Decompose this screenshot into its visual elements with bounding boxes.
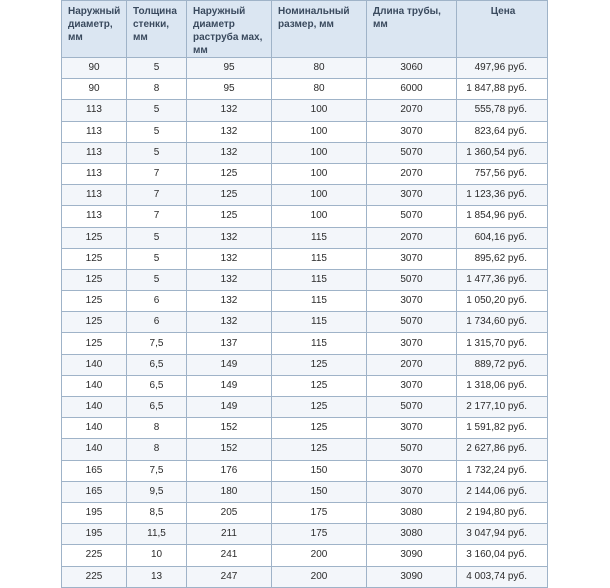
cell-outer-diameter: 140 (62, 375, 127, 396)
cell-price: 1 591,82 руб. (457, 418, 548, 439)
cell-pipe-length: 2070 (367, 354, 457, 375)
cell-wall-thickness: 11,5 (127, 524, 187, 545)
cell-socket-diameter: 132 (187, 142, 272, 163)
cell-price: 1 732,24 руб. (457, 460, 548, 481)
cell-pipe-length: 3080 (367, 524, 457, 545)
table-row (62, 206, 548, 227)
cell-wall-thickness: 8 (127, 439, 187, 460)
cell-nominal-size: 115 (272, 227, 367, 248)
table-row (62, 545, 548, 566)
cell-price: 1 123,36 руб. (457, 185, 548, 206)
cell-wall-thickness: 5 (127, 142, 187, 163)
header-outer-diameter: Наружный диаметр, мм (62, 1, 127, 58)
cell-nominal-size: 100 (272, 121, 367, 142)
cell-pipe-length: 5070 (367, 206, 457, 227)
table-row (62, 185, 548, 206)
cell-nominal-size: 115 (272, 291, 367, 312)
cell-outer-diameter: 113 (62, 163, 127, 184)
cell-nominal-size: 200 (272, 566, 367, 587)
cell-wall-thickness: 7,5 (127, 460, 187, 481)
cell-price: 555,78 руб. (457, 100, 548, 121)
cell-socket-diameter: 241 (187, 545, 272, 566)
cell-socket-diameter: 125 (187, 163, 272, 184)
cell-wall-thickness: 13 (127, 566, 187, 587)
cell-socket-diameter: 132 (187, 100, 272, 121)
cell-outer-diameter: 113 (62, 121, 127, 142)
table-row (62, 439, 548, 460)
cell-outer-diameter: 140 (62, 418, 127, 439)
cell-outer-diameter: 125 (62, 227, 127, 248)
table-row (62, 354, 548, 375)
cell-price: 1 315,70 руб. (457, 333, 548, 354)
cell-nominal-size: 125 (272, 418, 367, 439)
cell-price: 1 477,36 руб. (457, 269, 548, 290)
price-table-container (61, 0, 547, 582)
cell-pipe-length: 3070 (367, 248, 457, 269)
table-row (62, 248, 548, 269)
cell-wall-thickness: 6,5 (127, 375, 187, 396)
cell-wall-thickness: 8 (127, 418, 187, 439)
cell-socket-diameter: 132 (187, 312, 272, 333)
cell-pipe-length: 5070 (367, 142, 457, 163)
table-row (62, 375, 548, 396)
cell-wall-thickness: 9,5 (127, 481, 187, 502)
cell-nominal-size: 150 (272, 481, 367, 502)
cell-nominal-size: 150 (272, 460, 367, 481)
cell-pipe-length: 3070 (367, 291, 457, 312)
cell-socket-diameter: 132 (187, 269, 272, 290)
cell-pipe-length: 3060 (367, 58, 457, 79)
cell-nominal-size: 115 (272, 333, 367, 354)
table-row (62, 502, 548, 523)
cell-nominal-size: 100 (272, 142, 367, 163)
cell-pipe-length: 5070 (367, 312, 457, 333)
table-row (62, 418, 548, 439)
cell-pipe-length: 3090 (367, 545, 457, 566)
table-header (62, 1, 548, 58)
cell-pipe-length: 5070 (367, 269, 457, 290)
cell-pipe-length: 2070 (367, 227, 457, 248)
table-row (62, 79, 548, 100)
cell-pipe-length: 3070 (367, 185, 457, 206)
table-row (62, 227, 548, 248)
cell-nominal-size: 175 (272, 502, 367, 523)
cell-wall-thickness: 6 (127, 291, 187, 312)
cell-socket-diameter: 152 (187, 418, 272, 439)
cell-wall-thickness: 5 (127, 227, 187, 248)
cell-pipe-length: 3090 (367, 566, 457, 587)
cell-socket-diameter: 95 (187, 58, 272, 79)
cell-wall-thickness: 7 (127, 163, 187, 184)
table-row (62, 312, 548, 333)
table-row (62, 460, 548, 481)
table-row (62, 291, 548, 312)
cell-nominal-size: 125 (272, 375, 367, 396)
cell-socket-diameter: 125 (187, 185, 272, 206)
cell-price: 1 847,88 руб. (457, 79, 548, 100)
cell-pipe-length: 3070 (367, 418, 457, 439)
cell-pipe-length: 6000 (367, 79, 457, 100)
header-price: Цена (457, 1, 548, 58)
cell-outer-diameter: 140 (62, 397, 127, 418)
cell-outer-diameter: 113 (62, 100, 127, 121)
cell-price: 1 360,54 руб. (457, 142, 548, 163)
cell-wall-thickness: 7 (127, 206, 187, 227)
cell-nominal-size: 100 (272, 185, 367, 206)
header-row (62, 1, 548, 58)
cell-pipe-length: 2070 (367, 100, 457, 121)
cell-socket-diameter: 205 (187, 502, 272, 523)
table-row (62, 163, 548, 184)
cell-socket-diameter: 152 (187, 439, 272, 460)
cell-nominal-size: 100 (272, 163, 367, 184)
cell-price: 604,16 руб. (457, 227, 548, 248)
cell-socket-diameter: 176 (187, 460, 272, 481)
cell-socket-diameter: 132 (187, 121, 272, 142)
pipe-price-table (61, 0, 548, 588)
cell-price: 889,72 руб. (457, 354, 548, 375)
table-row (62, 524, 548, 545)
cell-pipe-length: 2070 (367, 163, 457, 184)
cell-socket-diameter: 95 (187, 79, 272, 100)
table-row (62, 100, 548, 121)
cell-price: 757,56 руб. (457, 163, 548, 184)
cell-price: 4 003,74 руб. (457, 566, 548, 587)
cell-outer-diameter: 225 (62, 545, 127, 566)
cell-price: 823,64 руб. (457, 121, 548, 142)
cell-wall-thickness: 6,5 (127, 397, 187, 418)
cell-pipe-length: 5070 (367, 439, 457, 460)
cell-outer-diameter: 195 (62, 524, 127, 545)
table-row (62, 333, 548, 354)
cell-nominal-size: 115 (272, 248, 367, 269)
cell-outer-diameter: 90 (62, 58, 127, 79)
cell-socket-diameter: 149 (187, 397, 272, 418)
cell-outer-diameter: 140 (62, 354, 127, 375)
cell-outer-diameter: 90 (62, 79, 127, 100)
cell-socket-diameter: 125 (187, 206, 272, 227)
cell-pipe-length: 3070 (367, 121, 457, 142)
cell-pipe-length: 3080 (367, 502, 457, 523)
cell-price: 3 047,94 руб. (457, 524, 548, 545)
cell-outer-diameter: 113 (62, 142, 127, 163)
cell-pipe-length: 3070 (367, 333, 457, 354)
cell-outer-diameter: 125 (62, 312, 127, 333)
cell-socket-diameter: 132 (187, 227, 272, 248)
cell-socket-diameter: 180 (187, 481, 272, 502)
cell-wall-thickness: 8 (127, 79, 187, 100)
cell-price: 1 050,20 руб. (457, 291, 548, 312)
table-body (62, 58, 548, 588)
cell-socket-diameter: 132 (187, 291, 272, 312)
cell-price: 3 160,04 руб. (457, 545, 548, 566)
cell-socket-diameter: 211 (187, 524, 272, 545)
cell-wall-thickness: 5 (127, 121, 187, 142)
table-row (62, 58, 548, 79)
cell-nominal-size: 125 (272, 439, 367, 460)
header-socket-diameter: Наружный диаметр раструба мах, мм (187, 1, 272, 58)
cell-price: 1 734,60 руб. (457, 312, 548, 333)
header-wall-thickness: Толщина стенки, мм (127, 1, 187, 58)
cell-price: 2 144,06 руб. (457, 481, 548, 502)
cell-outer-diameter: 195 (62, 502, 127, 523)
cell-nominal-size: 80 (272, 58, 367, 79)
cell-socket-diameter: 149 (187, 354, 272, 375)
header-nominal-size: Номинальный размер, мм (272, 1, 367, 58)
cell-outer-diameter: 165 (62, 481, 127, 502)
cell-socket-diameter: 132 (187, 248, 272, 269)
cell-price: 497,96 руб. (457, 58, 548, 79)
cell-wall-thickness: 10 (127, 545, 187, 566)
table-row (62, 142, 548, 163)
table-row (62, 397, 548, 418)
cell-price: 2 194,80 руб. (457, 502, 548, 523)
cell-nominal-size: 200 (272, 545, 367, 566)
cell-socket-diameter: 247 (187, 566, 272, 587)
cell-nominal-size: 100 (272, 100, 367, 121)
cell-nominal-size: 100 (272, 206, 367, 227)
cell-nominal-size: 125 (272, 354, 367, 375)
cell-outer-diameter: 225 (62, 566, 127, 587)
cell-socket-diameter: 149 (187, 375, 272, 396)
cell-wall-thickness: 7 (127, 185, 187, 206)
cell-nominal-size: 115 (272, 312, 367, 333)
cell-price: 895,62 руб. (457, 248, 548, 269)
cell-wall-thickness: 8,5 (127, 502, 187, 523)
cell-wall-thickness: 5 (127, 248, 187, 269)
cell-pipe-length: 3070 (367, 375, 457, 396)
cell-pipe-length: 3070 (367, 481, 457, 502)
cell-wall-thickness: 5 (127, 100, 187, 121)
header-pipe-length: Длина трубы, мм (367, 1, 457, 58)
cell-price: 1 854,96 руб. (457, 206, 548, 227)
cell-socket-diameter: 137 (187, 333, 272, 354)
table-row (62, 481, 548, 502)
cell-outer-diameter: 125 (62, 333, 127, 354)
cell-outer-diameter: 140 (62, 439, 127, 460)
cell-outer-diameter: 165 (62, 460, 127, 481)
table-row (62, 566, 548, 587)
cell-outer-diameter: 125 (62, 291, 127, 312)
cell-wall-thickness: 6 (127, 312, 187, 333)
cell-wall-thickness: 6,5 (127, 354, 187, 375)
cell-nominal-size: 115 (272, 269, 367, 290)
cell-outer-diameter: 113 (62, 185, 127, 206)
cell-pipe-length: 5070 (367, 397, 457, 418)
cell-outer-diameter: 113 (62, 206, 127, 227)
cell-price: 2 627,86 руб. (457, 439, 548, 460)
table-row (62, 269, 548, 290)
cell-wall-thickness: 5 (127, 269, 187, 290)
cell-outer-diameter: 125 (62, 248, 127, 269)
cell-nominal-size: 175 (272, 524, 367, 545)
cell-outer-diameter: 125 (62, 269, 127, 290)
cell-price: 2 177,10 руб. (457, 397, 548, 418)
cell-pipe-length: 3070 (367, 460, 457, 481)
cell-wall-thickness: 5 (127, 58, 187, 79)
cell-price: 1 318,06 руб. (457, 375, 548, 396)
cell-wall-thickness: 7,5 (127, 333, 187, 354)
cell-nominal-size: 80 (272, 79, 367, 100)
cell-nominal-size: 125 (272, 397, 367, 418)
table-row (62, 121, 548, 142)
